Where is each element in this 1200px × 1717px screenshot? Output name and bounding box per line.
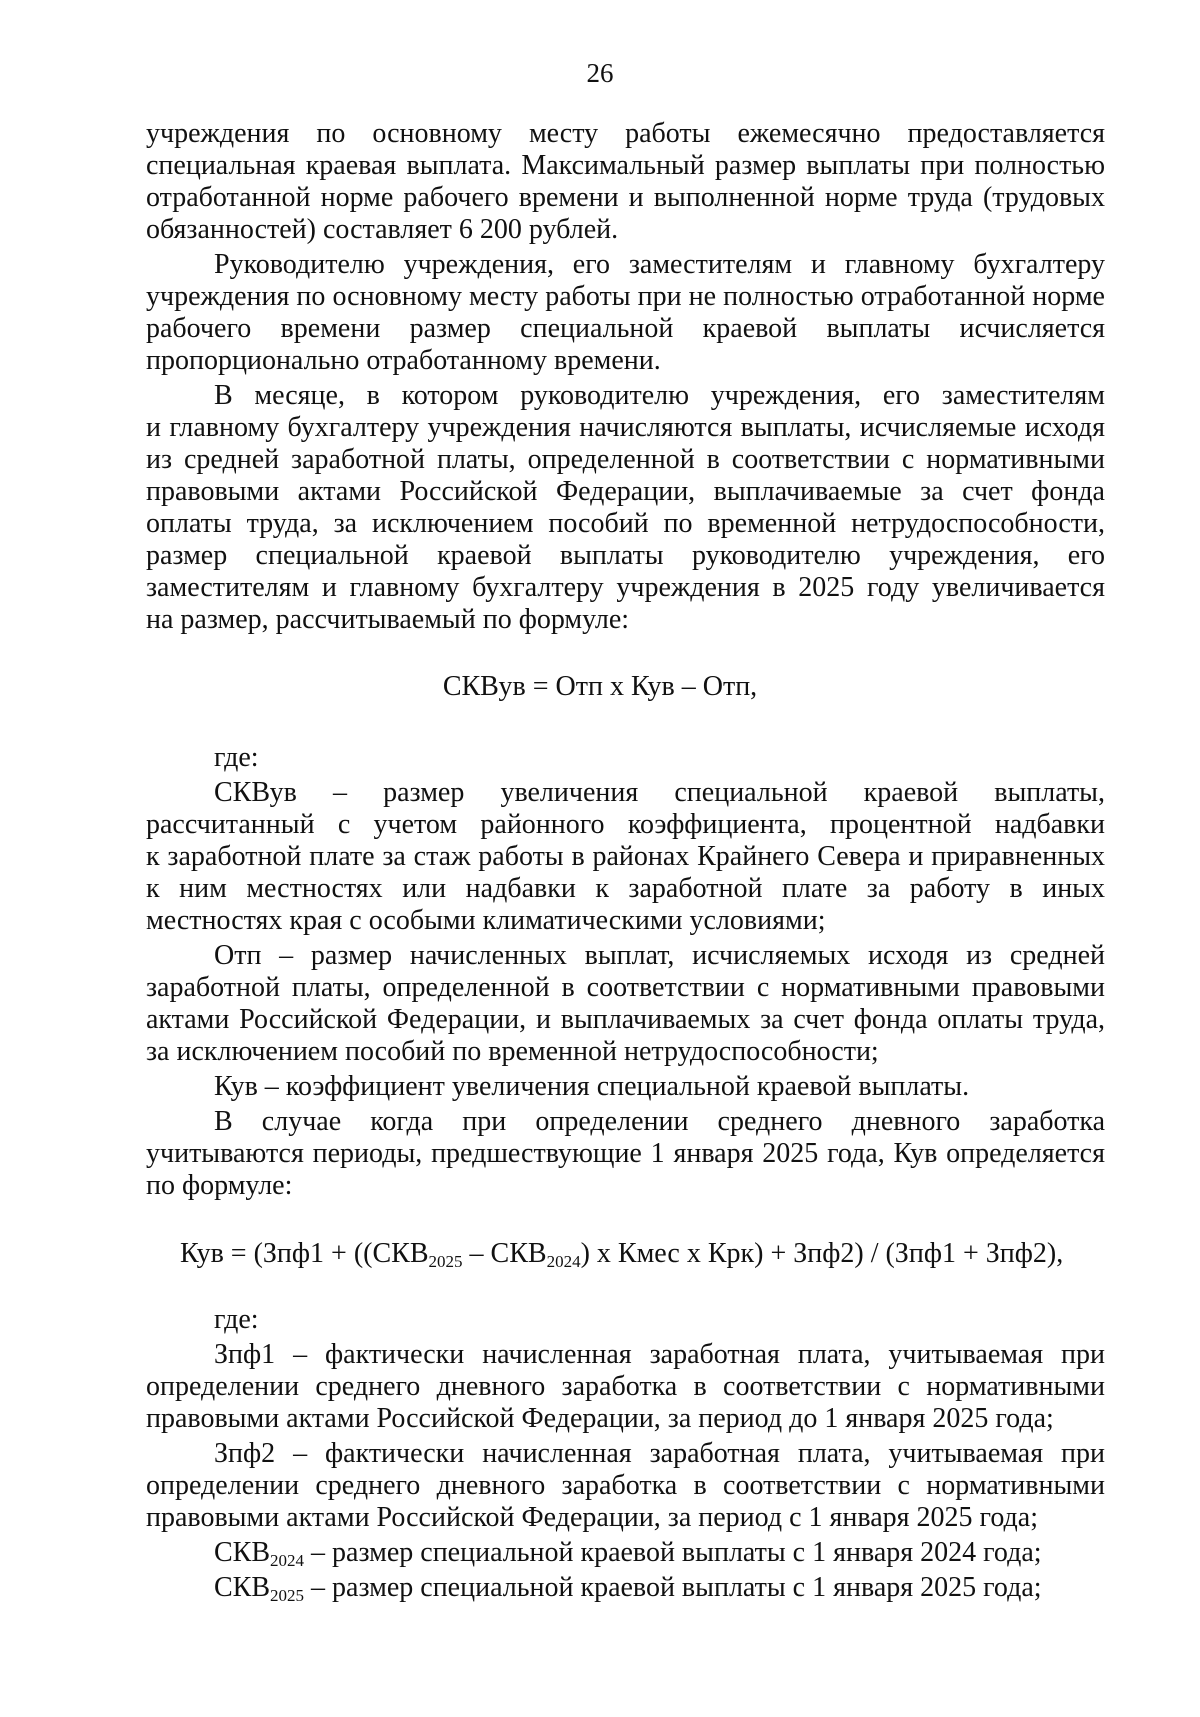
para1-line: обязанностей) составляет 6 200 рублей. — [146, 214, 619, 245]
para3-line: В месяце, в котором руководителю учреждения, его заместителям — [214, 380, 1105, 411]
para1-line: учреждения по основному месту работы ежемесячно предоставляется — [146, 118, 1105, 149]
def-skvuv-line: рассчитанный с учетом районного коэффициента, процентной надбавки — [146, 809, 1105, 840]
para3-line: размер специальной краевой выплаты руководителю учреждения, его — [146, 540, 1105, 571]
def-skv2025-line — [214, 1572, 1105, 1604]
where-label: где: — [214, 1304, 259, 1335]
def-skv2025-subscript: 2025 — [270, 1586, 305, 1604]
page-number: 26 — [586, 58, 614, 88]
formula-kuv-part: ) х Кмес х Крк) + Зпф2) / (Зпф1 + Зпф2), — [580, 1238, 1064, 1269]
def-skvuv-line: к ним местностях или надбавки к заработной плате за работу в иных — [146, 873, 1105, 904]
para3-line: правовыми актами Российской Федерации, выплачиваемые за счет фонда — [146, 476, 1105, 507]
def-zpf1-line: правовыми актами Российской Федерации, за период до 1 января 2025 года; — [146, 1403, 1054, 1434]
def-skvuv-line: СКВув – размер увеличения специальной краевой выплаты, — [214, 777, 1105, 808]
def-skv2024-text: – размер специальной краевой выплаты с 1 января 2024 года; — [304, 1537, 1042, 1568]
def-zpf2-line: Зпф2 – фактически начисленная заработная плата, учитываемая при — [214, 1438, 1105, 1469]
para3-line: оплаты труда, за исключением пособий по временной нетрудоспособности, — [146, 508, 1105, 539]
para3-line: на размер, рассчитываемый по формуле: — [146, 604, 630, 635]
para4-line: В случае когда при определении среднего дневного заработка — [214, 1106, 1105, 1137]
para2-line: пропорционально отработанному времени. — [146, 345, 661, 376]
def-zpf2-line: правовыми актами Российской Федерации, за период с 1 января 2025 года; — [146, 1502, 1038, 1533]
para2-line: рабочего времени размер специальной краевой выплаты исчисляется — [146, 313, 1105, 344]
def-otp-line: актами Российской Федерации, и выплачиваемых за счет фонда оплаты труда, — [146, 1004, 1105, 1035]
para1-line: отработанной норме рабочего времени и выполненной норме труда (трудовых — [146, 182, 1105, 213]
formula-kuv-subscript: 2025 — [428, 1252, 463, 1271]
def-skv2024-line — [214, 1537, 1105, 1569]
para2-line: учреждения по основному месту работы при не полностью отработанной норме — [146, 281, 1105, 312]
def-otp-line: заработной платы, определенной в соответствии с нормативными правовыми — [146, 972, 1105, 1003]
def-skv2024-subscript: 2024 — [270, 1551, 305, 1569]
para3-line: из средней заработной платы, определенной в соответствии с нормативными — [146, 444, 1105, 475]
para1-line: специальная краевая выплата. Максимальный размер выплаты при полностью — [146, 150, 1105, 181]
def-skv2025-symbol: СКВ — [214, 1572, 271, 1603]
para3-line: заместителям и главному бухгалтеру учреждения в 2025 году увеличивается — [146, 572, 1105, 603]
formula-kuv-part: Кув = (Зпф1 + ((СКВ — [180, 1238, 429, 1269]
def-zpf1-line: определении среднего дневного заработка в соответствии с нормативными — [146, 1371, 1105, 1402]
def-zpf1-line: Зпф1 – фактически начисленная заработная плата, учитываемая при — [214, 1339, 1105, 1370]
def-skv2024-symbol: СКВ — [214, 1537, 271, 1568]
def-skvuv-line: местностях края с особыми климатическими условиями; — [146, 905, 826, 936]
formula-kuv — [180, 1238, 1100, 1270]
para4-line: учитываются периоды, предшествующие 1 января 2025 года, Кув определяется — [146, 1138, 1105, 1169]
formula-kuv-subscript: 2024 — [546, 1252, 581, 1271]
where-label: где: — [214, 742, 259, 773]
def-otp-line: за исключением пособий по временной нетрудоспособности; — [146, 1036, 879, 1067]
para3-line: и главному бухгалтеру учреждения начисляются выплаты, исчисляемые исходя — [146, 412, 1105, 443]
formula-kuv-part: – СКВ — [462, 1238, 547, 1269]
def-kuv-line: Кув – коэффициент увеличения специальной краевой выплаты. — [214, 1071, 970, 1102]
def-skv2025-text: – размер специальной краевой выплаты с 1 января 2025 года; — [304, 1572, 1042, 1603]
formula-skvuv: СКВув = Отп х Кув – Отп, — [442, 671, 758, 702]
para4-line: по формуле: — [146, 1170, 293, 1201]
def-otp-line: Отп – размер начисленных выплат, исчисляемых исходя из средней — [214, 940, 1105, 971]
def-skvuv-line: к заработной плате за стаж работы в районах Крайнего Севера и приравненных — [146, 841, 1105, 872]
def-zpf2-line: определении среднего дневного заработка в соответствии с нормативными — [146, 1470, 1105, 1501]
para2-line: Руководителю учреждения, его заместителям и главному бухгалтеру — [214, 249, 1105, 280]
